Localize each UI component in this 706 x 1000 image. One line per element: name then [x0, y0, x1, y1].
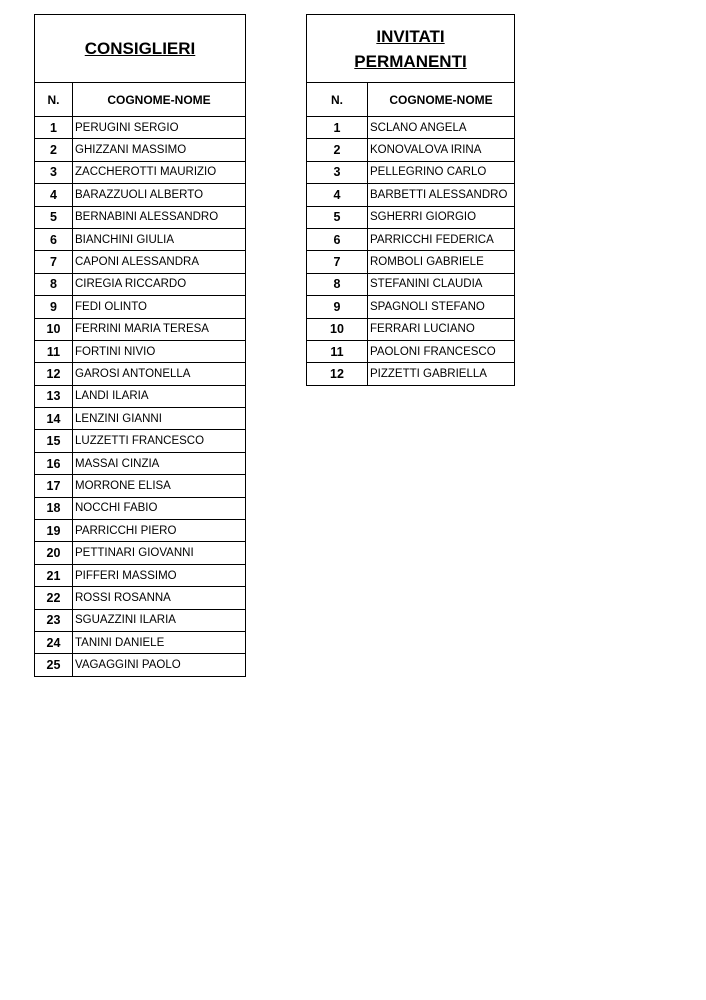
table-row: [307, 228, 515, 250]
table-row: [35, 542, 246, 564]
row-name: PETTINARI GIOVANNI: [73, 542, 246, 564]
consiglieri-title-text: CONSIGLIERI: [84, 39, 196, 58]
invitati-rows: [307, 117, 515, 386]
row-number: 20: [35, 542, 73, 564]
column-header-number: N.: [35, 83, 73, 117]
row-number: 25: [35, 654, 73, 676]
table-row: [35, 318, 246, 340]
table-row: [307, 184, 515, 206]
row-number: 9: [35, 296, 73, 318]
row-number: 7: [307, 251, 368, 273]
table-row: [35, 385, 246, 407]
row-number: 13: [35, 385, 73, 407]
row-name: PARRICCHI PIERO: [73, 520, 246, 542]
row-name: TANINI DANIELE: [73, 631, 246, 653]
row-name: CAPONI ALESSANDRA: [73, 251, 246, 273]
consiglieri-title: [35, 15, 246, 83]
row-number: 14: [35, 408, 73, 430]
table-row: [35, 161, 246, 183]
table-row: [35, 228, 246, 250]
row-name: SGHERRI GIORGIO: [368, 206, 515, 228]
row-number: 17: [35, 475, 73, 497]
row-name: FORTINI NIVIO: [73, 340, 246, 362]
row-name: VAGAGGINI PAOLO: [73, 654, 246, 676]
row-number: 1: [307, 117, 368, 139]
row-number: 1: [35, 117, 73, 139]
row-name: SCLANO ANGELA: [368, 117, 515, 139]
table-row: [35, 206, 246, 228]
table-row: [35, 564, 246, 586]
table-row: [307, 273, 515, 295]
row-number: 6: [35, 228, 73, 250]
row-number: 21: [35, 564, 73, 586]
table-row: [35, 184, 246, 206]
row-number: 24: [35, 631, 73, 653]
table-row: [35, 117, 246, 139]
row-name: NOCCHI FABIO: [73, 497, 246, 519]
row-number: 12: [35, 363, 73, 385]
row-number: 4: [35, 184, 73, 206]
row-name: ROMBOLI GABRIELE: [368, 251, 515, 273]
row-number: 4: [307, 184, 368, 206]
row-number: 23: [35, 609, 73, 631]
table-row: [35, 587, 246, 609]
row-number: 10: [307, 318, 368, 340]
row-number: 12: [307, 363, 368, 385]
row-name: PERUGINI SERGIO: [73, 117, 246, 139]
row-name: PIZZETTI GABRIELLA: [368, 363, 515, 385]
row-name: FEDI OLINTO: [73, 296, 246, 318]
invitati-title: [307, 15, 515, 83]
row-name: BERNABINI ALESSANDRO: [73, 206, 246, 228]
row-number: 11: [307, 340, 368, 362]
table-row: [307, 340, 515, 362]
table-row: [35, 654, 246, 676]
column-header-number: N.: [307, 83, 368, 117]
row-name: PELLEGRINO CARLO: [368, 161, 515, 183]
row-name: PIFFERI MASSIMO: [73, 564, 246, 586]
invitati-title-line2: PERMANENTI: [354, 51, 467, 71]
row-name: SGUAZZINI ILARIA: [73, 609, 246, 631]
row-name: BIANCHINI GIULIA: [73, 228, 246, 250]
row-name: PAOLONI FRANCESCO: [368, 340, 515, 362]
row-name: SPAGNOLI STEFANO: [368, 296, 515, 318]
table-row: [307, 139, 515, 161]
column-header-name: COGNOME-NOME: [73, 83, 246, 117]
row-number: 19: [35, 520, 73, 542]
consiglieri-rows: [35, 117, 246, 677]
row-number: 6: [307, 228, 368, 250]
row-number: 8: [35, 273, 73, 295]
row-name: STEFANINI CLAUDIA: [368, 273, 515, 295]
table-row: [35, 452, 246, 474]
row-name: LANDI ILARIA: [73, 385, 246, 407]
column-header-name: COGNOME-NOME: [368, 83, 515, 117]
row-number: 5: [35, 206, 73, 228]
table-row: [307, 161, 515, 183]
row-number: 9: [307, 296, 368, 318]
table-row: [307, 117, 515, 139]
table-row: [307, 206, 515, 228]
row-name: BARBETTI ALESSANDRO: [368, 184, 515, 206]
row-name: LUZZETTI FRANCESCO: [73, 430, 246, 452]
row-number: 3: [35, 161, 73, 183]
row-number: 10: [35, 318, 73, 340]
row-name: ZACCHEROTTI MAURIZIO: [73, 161, 246, 183]
row-name: LENZINI GIANNI: [73, 408, 246, 430]
row-name: FERRARI LUCIANO: [368, 318, 515, 340]
row-number: 3: [307, 161, 368, 183]
table-row: [35, 273, 246, 295]
row-number: 7: [35, 251, 73, 273]
table-row: [307, 296, 515, 318]
row-name: ROSSI ROSANNA: [73, 587, 246, 609]
table-row: [307, 318, 515, 340]
table-row: [35, 497, 246, 519]
invitati-permanenti-table: [306, 14, 515, 386]
consiglieri-table: [34, 14, 246, 677]
row-name: MASSAI CINZIA: [73, 452, 246, 474]
row-number: 15: [35, 430, 73, 452]
row-number: 2: [35, 139, 73, 161]
row-name: GHIZZANI MASSIMO: [73, 139, 246, 161]
table-row: [35, 609, 246, 631]
row-name: GAROSI ANTONELLA: [73, 363, 246, 385]
table-row: [35, 363, 246, 385]
row-number: 2: [307, 139, 368, 161]
table-row: [35, 340, 246, 362]
table-row: [35, 520, 246, 542]
table-row: [35, 475, 246, 497]
row-number: 11: [35, 340, 73, 362]
table-row: [35, 408, 246, 430]
row-number: 16: [35, 452, 73, 474]
table-row: [307, 251, 515, 273]
table-row: [35, 430, 246, 452]
row-name: KONOVALOVA IRINA: [368, 139, 515, 161]
row-name: MORRONE ELISA: [73, 475, 246, 497]
row-name: FERRINI MARIA TERESA: [73, 318, 246, 340]
table-row: [307, 363, 515, 385]
row-number: 8: [307, 273, 368, 295]
table-row: [35, 251, 246, 273]
row-name: BARAZZUOLI ALBERTO: [73, 184, 246, 206]
row-name: PARRICCHI FEDERICA: [368, 228, 515, 250]
table-row: [35, 631, 246, 653]
invitati-title-line1: INVITATI: [376, 26, 445, 46]
table-row: [35, 296, 246, 318]
table-row: [35, 139, 246, 161]
row-name: CIREGIA RICCARDO: [73, 273, 246, 295]
row-number: 5: [307, 206, 368, 228]
row-number: 18: [35, 497, 73, 519]
row-number: 22: [35, 587, 73, 609]
